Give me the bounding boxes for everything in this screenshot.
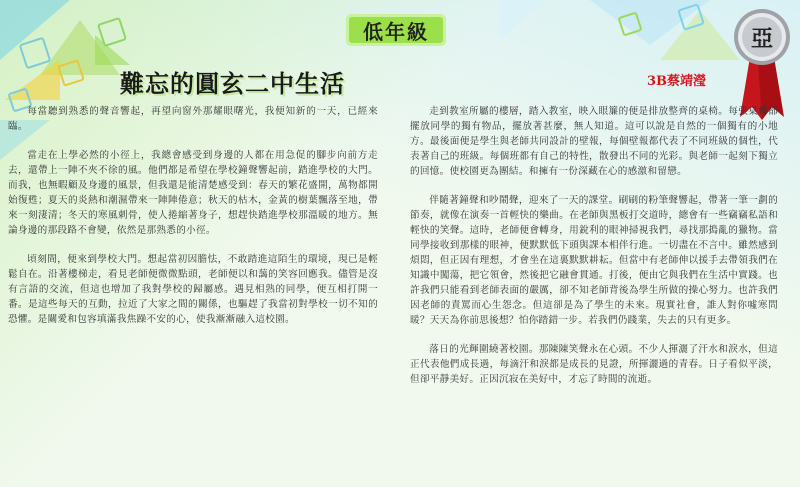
author-name: 3B蔡靖瀅 xyxy=(647,74,707,89)
decor-triangle xyxy=(500,0,545,40)
paragraph: 當走在上學必然的小徑上，我總會感受到身邊的人都在用急促的腳步向前方走去，還帶上一陣不夾不徐的風。他們都是希望在學校鐘聲響起前，踏進學校的大門。而我，也無暇顧及身邊的風景，但我還是能清楚感受到：春天的繁花盛開，萬物都開始復甦；夏天的炎熱和潮濕帶來一陣陣倦意；秋天的枯木，金黃的樹葉飄落至地，帶來一刻淒清；冬天的寒風刺骨，使人捲縮著身子，想趕快踏進學校那溫暖的地方。無論身邊的那段路不會變，依然是那熟悉的小徑。 xyxy=(8,150,378,236)
grade-badge: 低年級 xyxy=(346,14,446,46)
medal-glyph: 亞 xyxy=(750,26,774,52)
paragraph: 頃刻間，便來到學校大門。想起當初因膽怯，不敢踏進這陌生的環境，現已是輕鬆自在。沿著樓梯走，看見老師便微微點頭，老師便以和藹的笑容回應我。儘管是沒有言語的交流，但這也增加了我對學校的歸屬感。遇見相熟的同學，便互相打開一番。是這些每天的互動，拉近了大家之間的關係，也驅趕了我當初對學校一切不知的恐懼。是關愛和包容填滿我焦躁不安的心，使我漸漸融入這校園。 xyxy=(8,254,378,325)
article-column-right xyxy=(410,104,778,401)
paragraph: 每當聽到熟悉的聲音響起，再望向窗外那耀眼曙光，我便知新的一天，已經來臨。 xyxy=(8,106,378,132)
article-title: 難忘的圓玄二中生活 xyxy=(120,69,345,98)
paragraph: 落日的光輝圍繞著校園。那陳陳笑聲永在心頭。不少人揮灑了汗水和淚水，但這正代表他們成長過，每滴汗和淚都是成長的見證，所揮灑過的青春。日子看似平淡，但卻平靜美好。正因沉寂在美好中，才忘了時間的流逝。 xyxy=(410,344,778,385)
paragraph: 走到教室所屬的樓層，踏入教室，映入眼簾的便是排放整齊的桌椅。每張桌椅都擺放同學的獨有物品，擺放著甚麼，無人知道。這可以說是自然的一個獨有的小地方。最後面便是學生與老師共同設計的壁報，每個壁報都代表了不同班級的個性，代表著自己的班級。每個班都有自己的特性，散發出不同的光彩。與老師一起刻下獨立的回憶。使校園更為團結。和擁有一份深藏在心的感激和留戀。 xyxy=(410,106,778,177)
article-column-left xyxy=(8,104,378,341)
silver-medal-icon xyxy=(732,5,792,120)
paragraph: 伴隨著鐘聲和吵鬧聲，迎來了一天的課堂。刷刷的粉筆聲響起，帶著一筆一劃的節奏，就像在演奏一首輕快的樂曲。在老師與黑板打交道時，總會有一些竊竊私語和輕快的笑聲。這時，老師便會轉身，用銳利的眼神掃視我們，尋找那搗亂的獵物。當同學接收到那樣的眼神，便默默低下頭與課本相伴行進。一切盡在不言中。雖然感到煩悶，但正因有理想，才會坐在這裏默默耕耘。但當中有老師伸以援手去帶領我們在知識中闖蕩，把它領會，然後把它融會貫通。打後，便由它與我們在生活中實踐。也許我們只能看到老師表面的嚴厲，卻不知老師背後為學生所做的操心努力。也許我們因老師的責罵而心生怨念。但這卻是為了學生的未來。現實社會，誰人對你噓寒問暖？天天為你前思後想？怕你踏錯一步。若我們仍踐業，失去的只有更多。 xyxy=(410,195,778,326)
